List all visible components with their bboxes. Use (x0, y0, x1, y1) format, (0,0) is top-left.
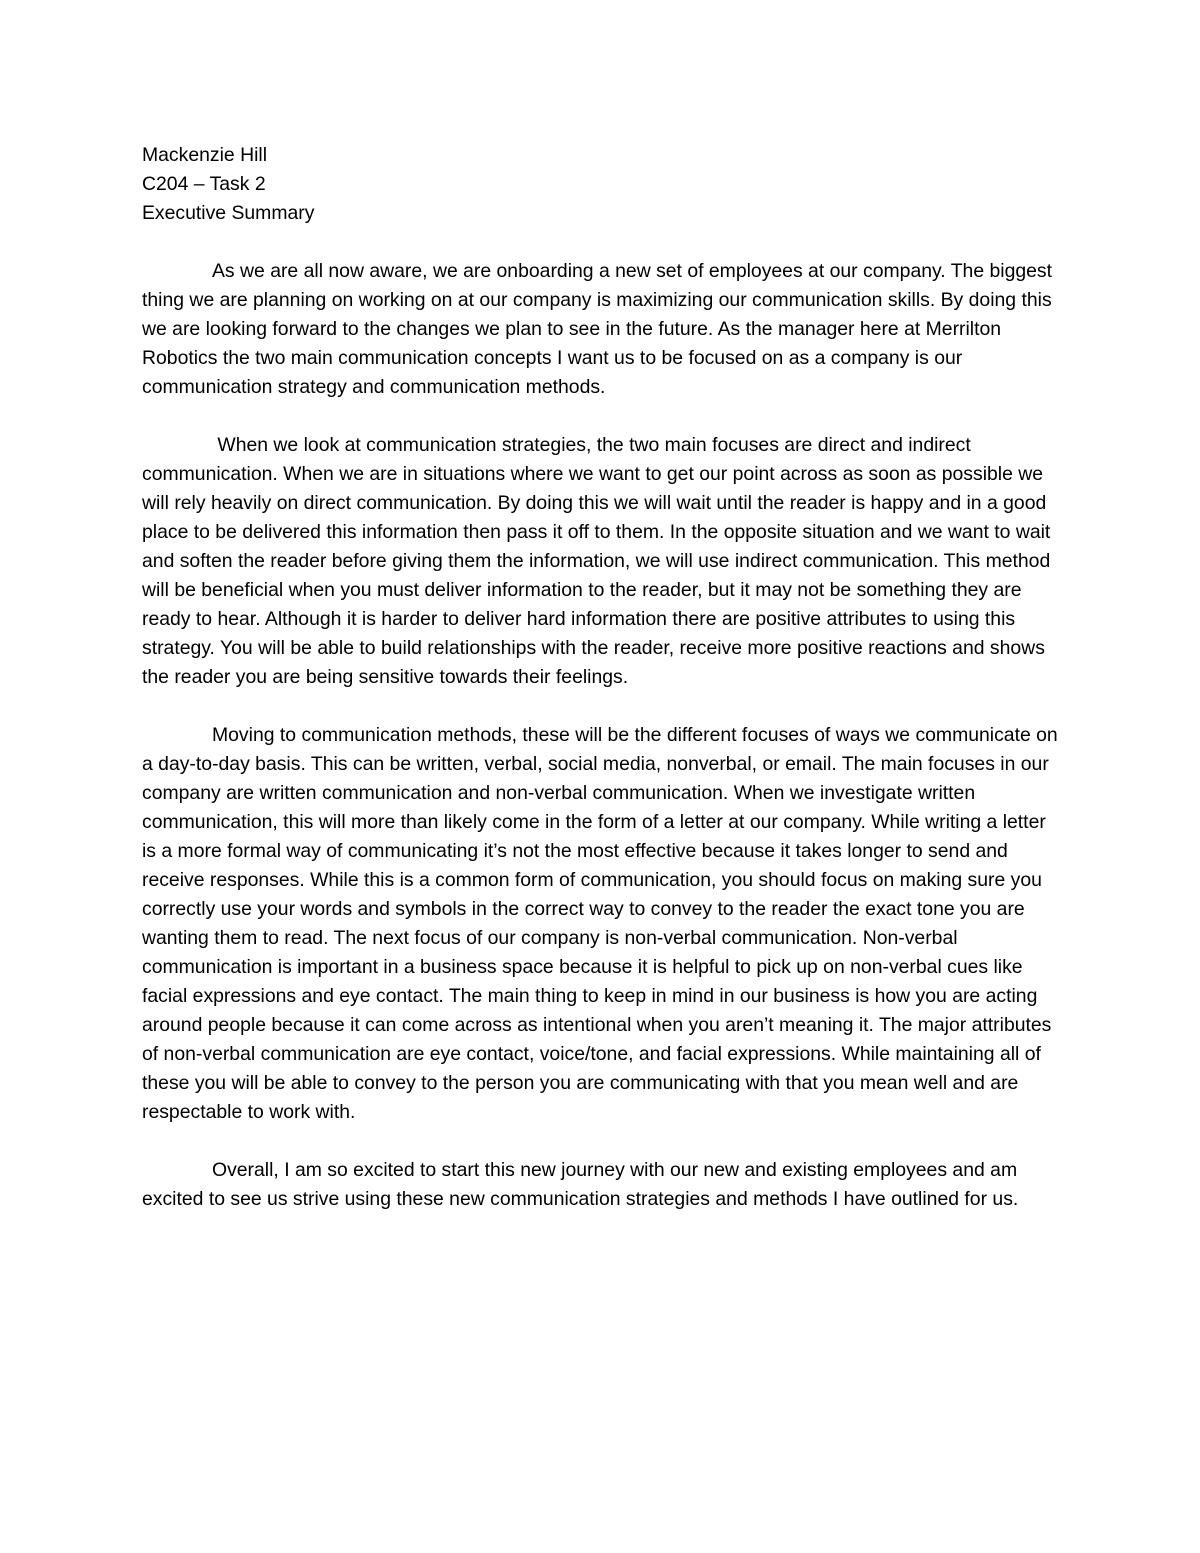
author-name: Mackenzie Hill (142, 144, 267, 166)
course-task: C204 – Task 2 (142, 173, 266, 195)
document-title: Executive Summary (142, 202, 315, 224)
paragraph-methods: Moving to communication methods, these will be the different focuses of ways we communicate on a day-to-day basis. This can be written, verbal, social media, nonverbal, or email. The main focuses in our company are written communication and non-verbal communication. When we investigate written communication, this will more than likely come in the form of a letter at our company. While writing a letter is a more formal way of communicating it’s not the most effective because it takes longer to send and receive responses. While this is a common form of communication, you should focus on making sure you correctly use your words and symbols in the correct way to convey to the reader the exact tone you are wanting them to read. The next focus of our company is non-verbal communication. Non-verbal communication is important in a business space because it is helpful to pick up on non-verbal cues like facial expressions and eye contact. The main thing to keep in mind in our business is how you are acting around people because it can come across as intentional when you aren’t meaning it. The major attributes of non-verbal communication are eye contact, voice/tone, and facial expressions. While maintaining all of these you will be able to convey to the person you are communicating with that you mean well and are respectable to work with. (142, 724, 1058, 1123)
paragraph-strategies: When we look at communication strategies, the two main focuses are direct and indirect communication. When we are in situations where we want to get our point across as soon as possible we will rely heavily on direct communication. By doing this we will wait until the reader is happy and in a good place to be delivered this information then pass it off to them. In the opposite situation and we want to wait and soften the reader before giving them the information, we will use indirect communication. This method will be beneficial when you must deliver information to the reader, but it may not be something they are ready to hear. Although it is harder to deliver hard information there are positive attributes to using this strategy. You will be able to build relationships with the reader, receive more positive reactions and shows the reader you are being sensitive towards their feelings. (142, 434, 1056, 688)
document-header (142, 141, 1058, 228)
paragraph-intro: As we are all now aware, we are onboarding a new set of employees at our company. The biggest thing we are planning on working on at our company is maximizing our communication skills. By doing this we are looking forward to the changes we plan to see in the future. As the manager here at Merrilton Robotics the two main communication concepts I want us to be focused on as a company is our communication strategy and communication methods. (142, 260, 1058, 398)
paragraph-conclusion: Overall, I am so excited to start this new journey with our new and existing employees and am excited to see us strive using these new communication strategies and methods I have outlined for us. (142, 1159, 1019, 1210)
document-body (142, 141, 1058, 1214)
